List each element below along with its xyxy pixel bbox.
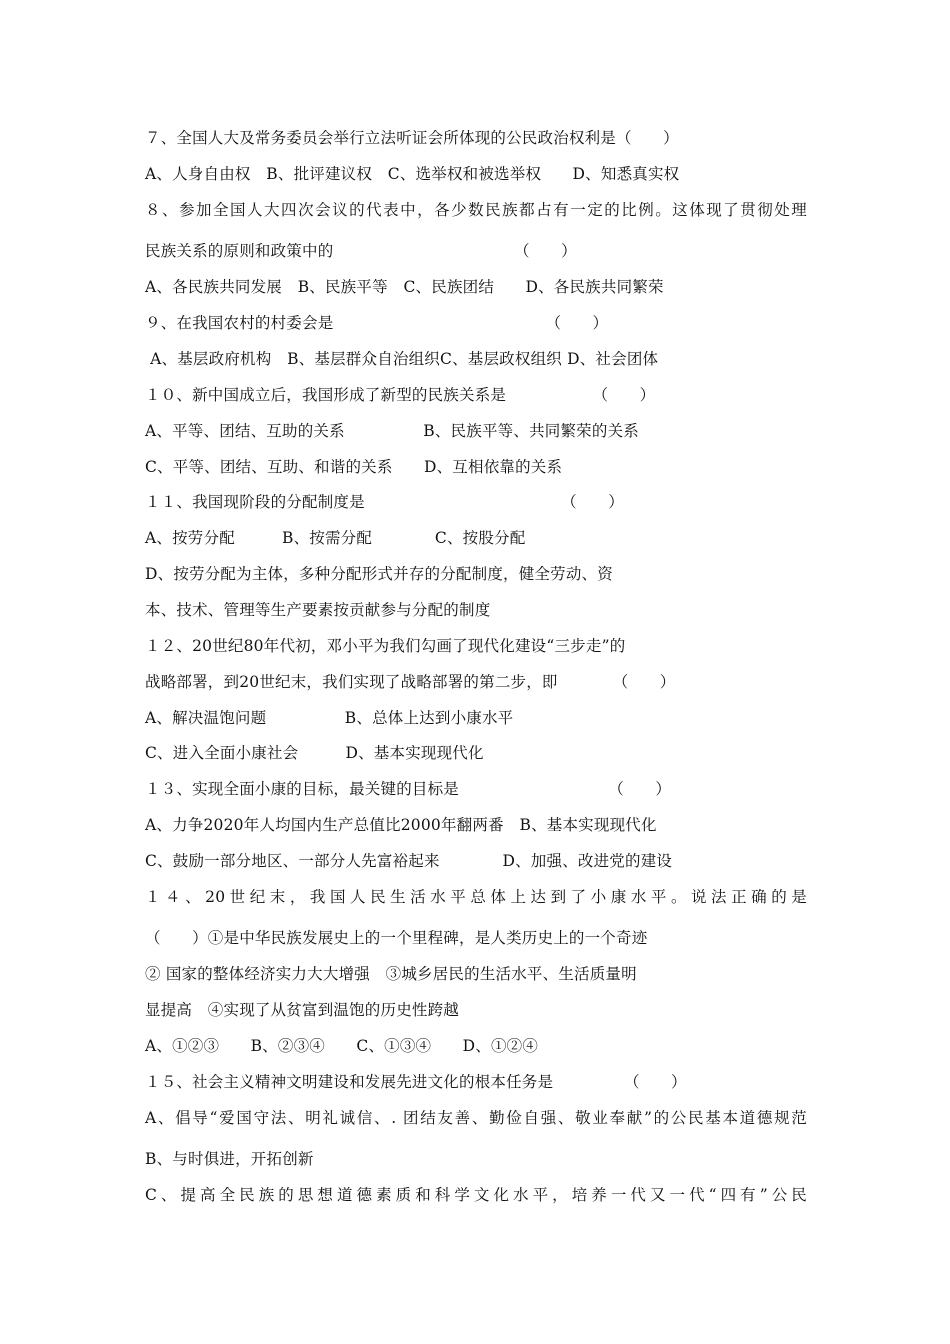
question-9-options: A、基层政府机构 B、基层群众自治组织C、基层政权组织 D、社会团体 [145, 350, 659, 368]
question-14-statement-1: （ ）①是中华民族发展史上的一个里程碑，是人类历史上的一个奇迹 [145, 929, 648, 947]
question-15-option-a: A、倡导“爱国守法、明礼诚信、. 团结友善、勤俭自强、敬业奉献”的公民基本道德规范 [145, 1109, 807, 1127]
question-13: １３、实现全面小康的目标，最关键的目标是 （ ） [145, 780, 672, 798]
question-14: １４、20世纪末，我国人民生活水平总体上达到了小康水平。说法正确的是 [145, 888, 807, 906]
question-11-option-d: D、按劳分配为主体，多种分配形式并存的分配制度，健全劳动、资 [145, 565, 613, 583]
question-11-option-d-continued: 本、技术、管理等生产要素按贡献参与分配的制度 [145, 601, 491, 619]
question-10: １０、新中国成立后，我国形成了新型的民族关系是 （ ） [145, 386, 656, 404]
question-14-statements-2-3: ② 国家的整体经济实力大大增强 ③城乡居民的生活水平、生活质量明 [145, 965, 637, 983]
question-8-continued: 民族关系的原则和政策中的 （ ） [145, 242, 577, 260]
question-15: １５、社会主义精神文明建设和发展先进文化的根本任务是 （ ） [145, 1073, 687, 1091]
question-8: ８、参加全国人大四次会议的代表中，各少数民族都占有一定的比例。这体现了贯彻处理 [145, 201, 807, 219]
question-10-options-ab: A、平等、团结、互助的关系 B、民族平等、共同繁荣的关系 [145, 422, 639, 440]
question-12-options-cd: C、进入全面小康社会 D、基本实现现代化 [145, 744, 484, 762]
question-15-option-c: C、提高全民族的思想道德素质和科学文化水平，培养一代又一代“四有”公民 [145, 1186, 807, 1204]
question-8-options: A、各民族共同发展 B、民族平等 C、民族团结 D、各民族共同繁荣 [145, 278, 664, 296]
question-7-options: A、人身自由权 B、批评建议权 C、选举权和被选举权 D、知悉真实权 [145, 165, 680, 183]
question-13-options-ab: A、力争2020年人均国内生产总值比2000年翻两番 B、基本实现现代化 [145, 816, 657, 834]
question-14-options: A、①②③ B、②③④ C、①③④ D、①②④ [145, 1037, 539, 1055]
question-11-options-abc: A、按劳分配 B、按需分配 C、按股分配 [145, 529, 526, 547]
question-14-statement-4: 显提高 ④实现了从贫富到温饱的历史性跨越 [145, 1001, 460, 1019]
question-11: １１、我国现阶段的分配制度是 （ ） [145, 493, 624, 511]
question-12: １２、20世纪80年代初，邓小平为我们勾画了现代化建设“三步走”的 [145, 637, 626, 655]
question-7: ７、全国人大及常务委员会举行立法听证会所体现的公民政治权利是（ ） [145, 129, 679, 147]
question-13-options-cd: C、鼓励一部分地区、一部分人先富裕起来 D、加强、改进党的建设 [145, 852, 673, 870]
question-15-option-b: B、与时俱进，开拓创新 [145, 1150, 314, 1168]
question-10-options-cd: C、平等、团结、互助、和谐的关系 D、互相依靠的关系 [145, 458, 563, 476]
question-12-options-ab: A、解决温饱问题 B、总体上达到小康水平 [145, 709, 514, 727]
question-12-continued: 战略部署，到20世纪末，我们实现了战略部署的第二步，即 （ ） [145, 673, 676, 691]
question-9: ９、在我国农村的村委会是 （ ） [145, 314, 609, 332]
